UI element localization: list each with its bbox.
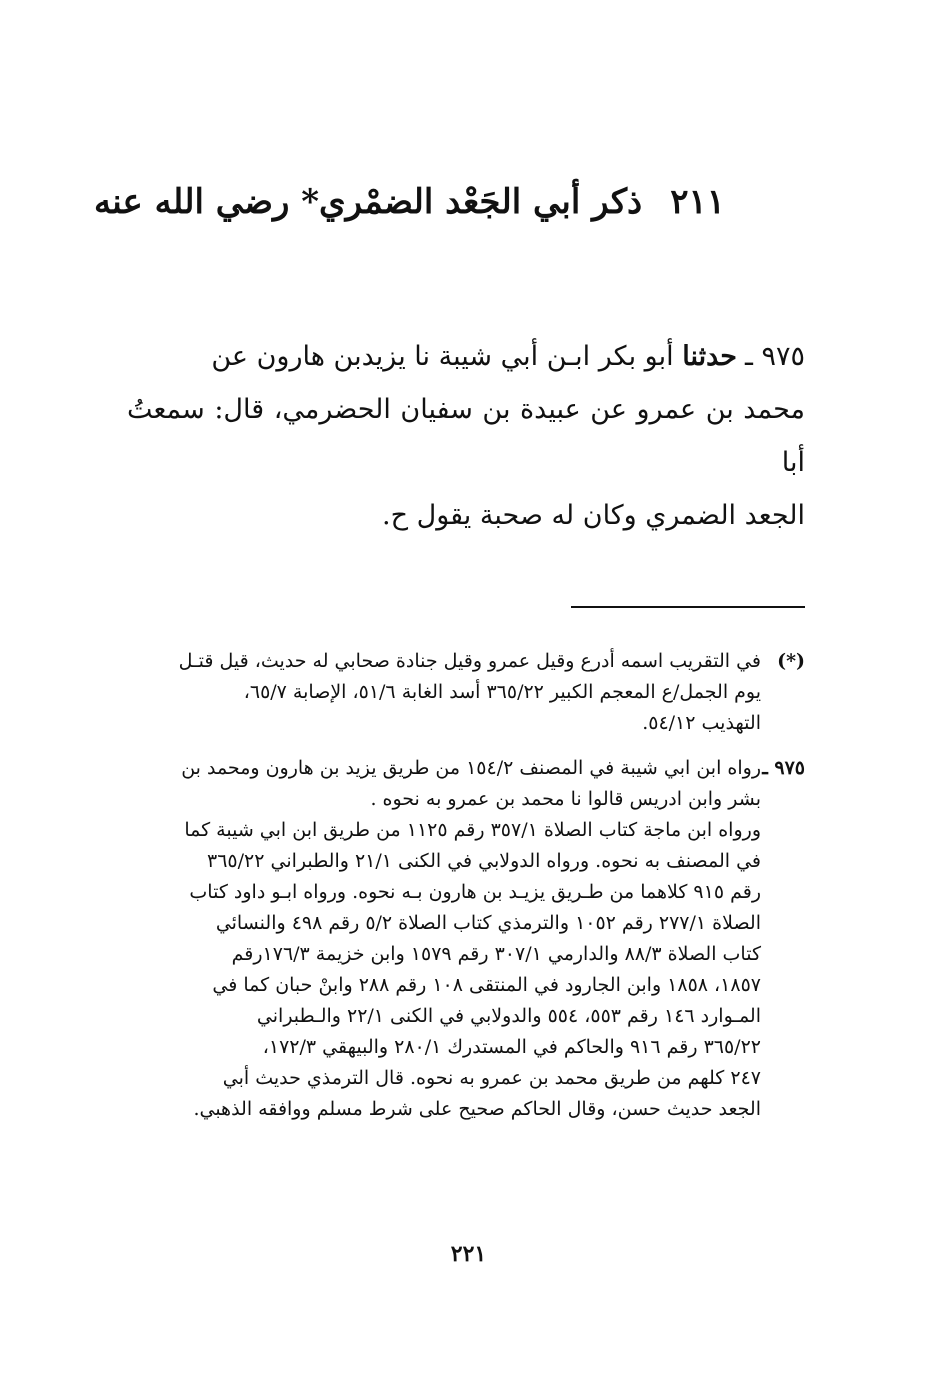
footnote-975-line-3: ورواه ابن ماجة كتاب الصلاة ٣٥٧/١ رقم ١١٢٥ من طريق ابن ابي شيبة كما: [184, 819, 761, 841]
chapter-number: ٢١١: [670, 182, 725, 222]
footnote-star-line-2: يوم الجمل/ع المعجم الكبير ٣٦٥/٢٢ أسد الغابة ٥١/٦، الإصابة ٦٥/٧،: [243, 681, 761, 703]
footnote-star-line-1: [125, 646, 805, 677]
footnote-975-line-5: رقم ٩١٥ كلاهما من طـريق يزيـد بن هارون بـه نحوه. ورواه ابـو داود كتاب: [189, 881, 761, 903]
footnote-975-line-9: المـوارد ١٤٦ رقم ٥٥٣، ٥٥٤ والدولابي في الكنى ٢٢/١ والـطبراني: [256, 1005, 761, 1027]
footnote-975-line-1: [125, 753, 805, 784]
footnote-975-marker: ٩٧٥ ـ: [762, 757, 805, 779]
hadith-lead-word: حدثنا: [682, 341, 737, 372]
hadith-text: [127, 330, 805, 542]
hadith-number: ٩٧٥ ـ: [744, 341, 805, 372]
footnote-separator: [571, 606, 805, 608]
footnote-star-line-3: التهذيب ٥٤/١٢.: [642, 712, 761, 734]
footnote-975-text-1: رواه ابن ابي شيبة في المصنف ١٥٤/٢ من طريق يزيد بن هارون ومحمد بن: [181, 757, 761, 779]
footnotes-section: [125, 646, 805, 1139]
chapter-heading-text: ذكر أبي الجَعْد الضمْري* رضي الله عنه: [94, 182, 643, 222]
footnote-975-line-2: بشر وابن ادريس قالوا نا محمد بن عمرو به نحوه .: [370, 788, 761, 810]
chapter-title: [94, 178, 725, 226]
hadith-line-2: محمد بن عمرو عن عبيدة بن سفيان الحضرمي، قال: سمعتُ أبا: [127, 394, 805, 478]
footnote-975-line-6: الصلاة ٢٧٧/١ رقم ١٠٥٢ والترمذي كتاب الصلاة ٥/٢ رقم ٤٩٨ والنسائي: [215, 912, 761, 934]
footnote-975-line-11: ٢٤٧ كلهم من طريق محمد بن عمرو به نحوه. قال الترمذي حديث أبي: [222, 1067, 761, 1089]
footnote-975: [125, 753, 805, 1125]
footnote-975-line-10: ٣٦٥/٢٢ رقم ٩١٦ والحاكم في المستدرك ٢٨٠/١ والبيهقي ١٧٢/٣،: [262, 1036, 761, 1058]
footnote-975-line-8: ١٨٥٧، ١٨٥٨ وابن الجارود في المنتقى ١٠٨ رقم ٢٨٨ وابنْ حبان كما في: [212, 974, 761, 996]
hadith-line-1: [127, 330, 805, 383]
footnote-star-text-1: في التقريب اسمه أدرع وقيل عمرو وقيل جنادة صحابي له حديث، قيل قتـل: [178, 650, 761, 672]
footnote-star-marker: (*): [777, 650, 805, 672]
footnote-975-line-4: في المصنف به نحوه. ورواه الدولابي في الكنى ٢١/١ والطبراني ٣٦٥/٢٢: [207, 850, 761, 872]
footnote-975-line-7: كتاب الصلاة ٨٨/٣ والدارمي ٣٠٧/١ رقم ١٥٧٩ وابن خزيمة ١٧٦/٣رقم: [231, 943, 761, 965]
page-number: ٢٢١: [450, 1241, 487, 1267]
hadith-line-3: الجعد الضمري وكان له صحبة يقول ح.: [381, 500, 805, 531]
hadith-line-1-text: أبو بكر ابـن أبي شيبة نا يزيدبن هارون عن: [211, 341, 683, 372]
footnote-975-line-12: الجعد حديث حسن، وقال الحاكم صحيح على شرط مسلم ووافقه الذهبي.: [193, 1098, 761, 1120]
footnote-star: [125, 646, 805, 739]
